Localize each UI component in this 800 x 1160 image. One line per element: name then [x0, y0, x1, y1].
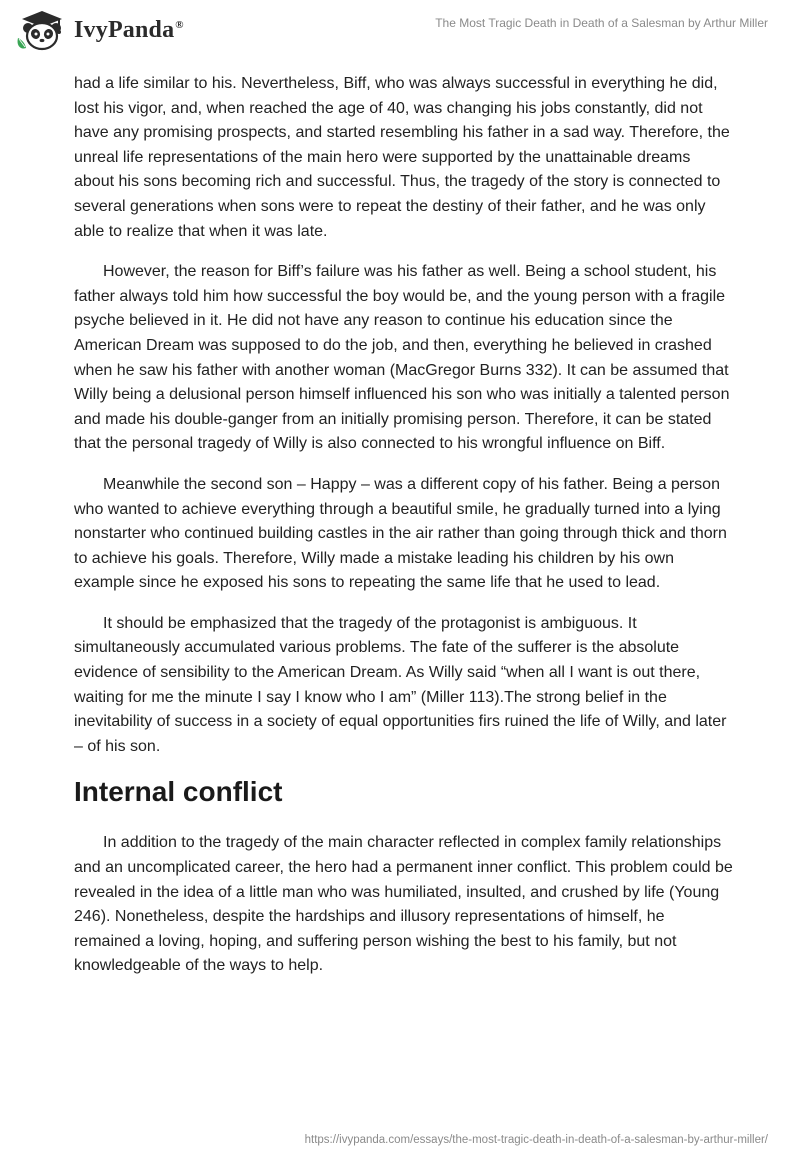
document-title: The Most Tragic Death in Death of a Salesman by Arthur Miller: [435, 16, 768, 30]
source-url[interactable]: https://ivypanda.com/essays/the-most-tragic-death-in-death-of-a-salesman-by-arthur-miller/: [304, 1134, 768, 1146]
paragraph: had a life similar to his. Nevertheless, Biff, who was always successful in everything he did, lost his vigor, and, when reached the age of 40, was changing his jobs constantly, did not have any promising prospects, and started resembling his father in a sad way. Therefore, the unreal life representations of the main hero were supported by the unattainable dreams about his sons becoming rich and successful. Thus, the tragedy of the story is connected to several generations when sons were to repeat the destiny of their father, and he was only able to realize that when it was late.: [74, 75, 730, 240]
paragraph: Meanwhile the second son – Happy – was a different copy of his father. Being a person who wanted to achieve everything through a beautiful smile, he gradually turned into a lying nonstarter who continued building castles in the air rather than going through thick and thorn to achieve his goals. Therefore, Willy made a mistake leading his children by his own example since he exposed his sons to repeating the same life that he used to lead.: [74, 475, 727, 592]
paragraph: In addition to the tragedy of the main character reflected in complex family relationships and an uncomplicated career, the hero had a permanent inner conflict. This problem could be revealed in the idea of a little man who was humiliated, insulted, and crushed by life (Young 246). Nonetheless, despite the hardships and illusory representations of himself, he remained a loving, hoping, and suffering person wishing the best to his family, but not knowledgeable of the ways to help.: [74, 834, 733, 975]
paragraph: It should be emphasized that the tragedy of the protagonist is ambiguous. It simultaneously accumulated various problems. The fate of the sufferer is the absolute evidence of sensibility to the American Dream. As Willy said “when all I want is out there, waiting for me the minute I say I know who I am” (Miller 113).The strong belief in the inevitability of success in a society of equal opportunities firs ruined the life of Willy, and later – of his son.: [74, 614, 727, 755]
page-header: [0, 0, 800, 60]
essay-content: [74, 72, 734, 995]
paragraph: However, the reason for Biff’s failure was his father as well. Being a school student, his father always told him how successful the boy would be, and the young person with a fragile psyche believed in it. He did not have any reason to continue his education since the American Dream was supposed to do the job, and then, everything he believed in crashed when he saw his father with another woman (MacGregor Burns 332). It can be assumed that Willy being a delusional person himself influenced his son who was initially a talented person and made his double-ganger from an initially promising person. Therefore, it can be stated that the personal tragedy of Willy is also connected to his wrongful influence on Biff.: [74, 263, 730, 453]
ivypanda-logo[interactable]: [14, 8, 204, 52]
section-heading: Internal conflict: [74, 776, 283, 808]
brand-name: IvyPanda®: [74, 16, 184, 43]
registered-mark: ®: [175, 18, 184, 31]
panda-graduate-icon: [14, 8, 70, 52]
